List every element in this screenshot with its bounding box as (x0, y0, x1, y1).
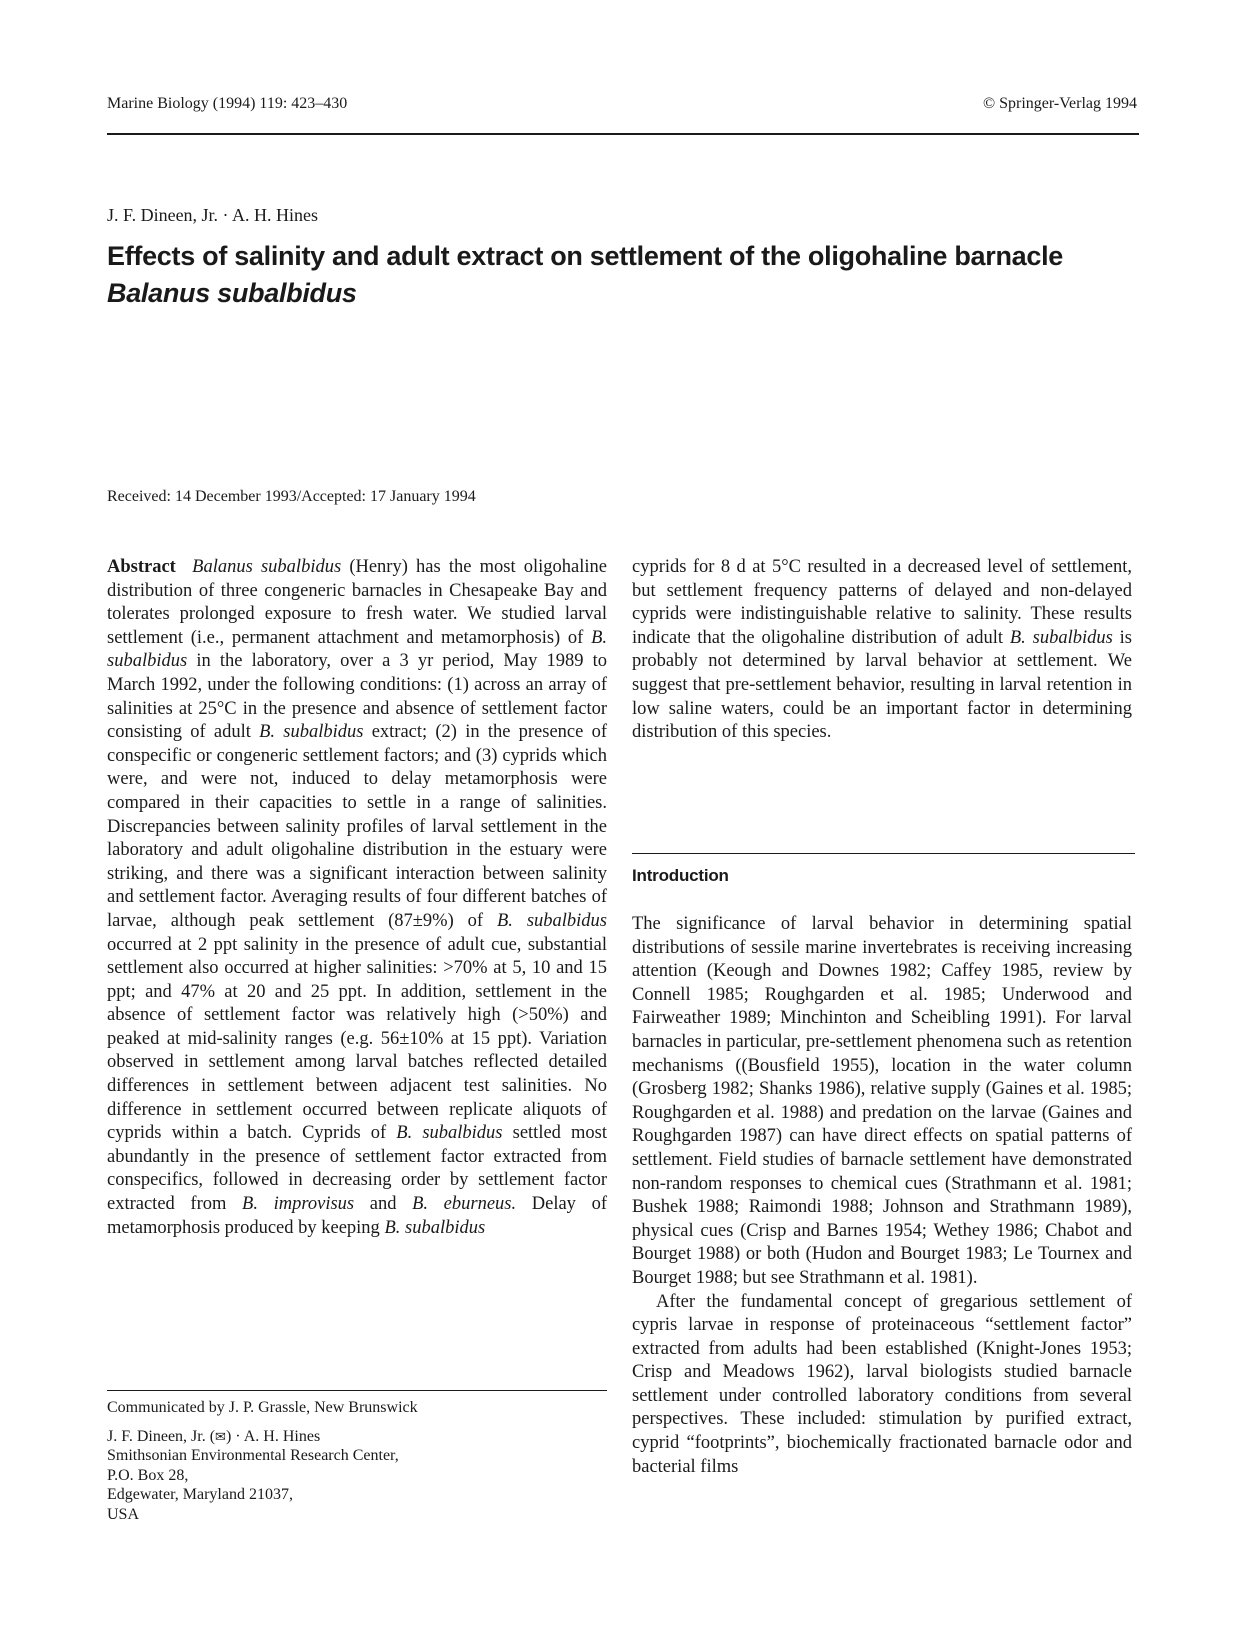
abstract-text: occurred at 2 ppt salinity in the presence of adult cue, substantial settlement also occurred at higher salinities: >70% at 5, 10 and 15 ppt; and 47% at 20 and 25 ppt. In addition, settlement in the absence of settlement factor was relatively high (>50%) and peaked at mid-salinity ranges (e.g. 56±10% at 15 ppt). Variation observed in settlement among larval batches reflected detailed differences in settlement between adjacent test salinities. No difference in settlement occurred between replicate aliquots of cyprids within a batch. Cyprids of (107, 934, 607, 1144)
introduction-paragraph-2: After the fundamental concept of gregarious settlement of cypris larvae in response of proteinaceous “settlement factor” extracted from adults had been established (Knight-Jones 1953; Crisp and Meadows 1962), larval biologists studied barnacle settlement under controlled laboratory conditions from several perspectives. These included: stimulation by purified extract, cyprid “footprints”, biochemically fractionated barnacle odor and bacterial films (632, 1291, 1132, 1477)
copyright-notice: © Springer-Verlag 1994 (982, 95, 1137, 112)
species-name: B. subalbidus (384, 1217, 486, 1238)
species-name: B. eburneus. (412, 1194, 517, 1215)
communicated-by: Communicated by J. P. Grassle, New Brunswick (107, 1399, 418, 1416)
abstract-text: in the laboratory, over a 3 yr period, May 1989 to March 1992, under the following conditions: (1) across an array of salinities at 25°C in the presence and absence of settlement factor consisting of adult (107, 651, 607, 743)
abstract-text: extract; (2) in the presence of conspecific or congeneric settlement factors; and (3) cyprids which were, and were not, induced to delay metamorphosis were compared in their capacities to settle in a range of salinities. Discrepancies between salinity profiles of larval settlement in the laboratory and adult oligohaline distribution in the estuary were striking, and there was a significant interaction between salinity and settlement factor. Averaging results of four different batches of larvae, although peak settlement (87±9%) of (107, 722, 607, 931)
species-name: Balanus subalbidus (192, 557, 342, 577)
affiliation-line: USA (107, 1505, 140, 1523)
correspondence-line (107, 1427, 607, 1447)
introduction-body (632, 913, 1132, 1479)
author-list: J. F. Dineen, Jr. · A. H. Hines (107, 205, 319, 225)
footnote-rule (107, 1390, 607, 1391)
author-text: ) · A. H. Hines (225, 1427, 321, 1445)
abstract-continuation (632, 556, 1132, 745)
title-species: Balanus subalbidus (107, 278, 357, 308)
title-text: Effects of salinity and adult extract on settlement of the oligohaline barnacle (107, 241, 1063, 271)
affiliation-line: Edgewater, Maryland 21037, (107, 1486, 293, 1503)
species-name: B. subalbidus (496, 910, 607, 931)
envelope-icon: ✉ (215, 1428, 226, 1444)
abstract-text: Delay of metamorphosis produced by keeping (107, 1194, 607, 1238)
journal-citation: Marine Biology (1994) 119: 423–430 (107, 95, 348, 112)
abstract-column-right (632, 556, 1132, 745)
abstract-text: is probably not determined by larval behavior at settlement. We suggest that pre-settlement behavior, resulting in larval retention in low saline waters, could be an important factor in determining distribution of this species. (632, 627, 1133, 743)
species-name: B. improvisus (242, 1194, 355, 1215)
introduction-paragraph-1: The significance of larval behavior in determining spatial distributions of sessile marine invertebrates is receiving increasing attention (Keough and Downes 1982; Caffey 1985, review by Connell 1985; Roughgarden et al. 1985; Underwood and Fairweather 1989; Minchinton and Scheibling 1991). For larval barnacles in particular, pre-settlement phenomena such as retention mechanisms ((Bousfield 1955), location in the water column (Grosberg 1982; Shanks 1986), relative supply (Gaines et al. 1985; Roughgarden et al. 1988) and predation on the larvae (Gaines and Roughgarden 1987) can have direct effects on spatial patterns of settlement. Field studies of barnacle settlement have demonstrated non-random responses to chemical cues (Strathmann et al. 1981; Bushek 1988; Raimondi 1988; Johnson and Strathmann 1989), physical cues (Crisp and Barnes 1954; Wethey 1986; Chabot and Bourget 1988) or both (Hudon and Bourget 1983; Le Tournex and Bourget 1988; but see Strathmann et al. 1981). (632, 914, 1132, 1288)
abstract-label: Abstract (107, 557, 176, 577)
affiliation-line: Smithsonian Environmental Research Center, (107, 1447, 399, 1464)
species-name: B. subalbidus (107, 627, 607, 672)
introduction-heading: Introduction (632, 866, 729, 885)
abstract-text: and (354, 1194, 413, 1215)
abstract-text: (Henry) has the most oligohaline distribution of three congeneric barnacles in Chesapeake Bay and tolerates prolonged exposure to fresh water. We studied larval settlement (i.e., permanent attachment and metamorphosis) of (107, 557, 607, 648)
abstract-text: settled most abundantly in the presence of settlement factor extracted from conspecifics, followed in decreasing order by settlement factor extracted from (107, 1123, 608, 1215)
article-title (107, 238, 1107, 312)
abstract-paragraph (107, 556, 607, 1240)
species-name: B. subalbidus (396, 1123, 503, 1144)
header-rule (107, 133, 1139, 135)
abstract-column-left (107, 556, 607, 1240)
affiliation-line: P.O. Box 28, (107, 1466, 189, 1484)
section-rule (632, 853, 1135, 854)
author-footnote (107, 1398, 607, 1524)
author-text: J. F. Dineen, Jr. ( (107, 1427, 216, 1445)
species-name: B. subalbidus (1009, 627, 1113, 648)
received-dates: Received: 14 December 1993/Accepted: 17 January 1994 (107, 488, 476, 505)
species-name: B. subalbidus (259, 722, 364, 743)
abstract-text: cyprids for 8 d at 5°C resulted in a decreased level of settlement, but settlement frequency patterns of delayed and non-delayed cyprids were indistinguishable relative to salinity. These results indicate that the oligohaline distribution of adult (632, 557, 1132, 648)
